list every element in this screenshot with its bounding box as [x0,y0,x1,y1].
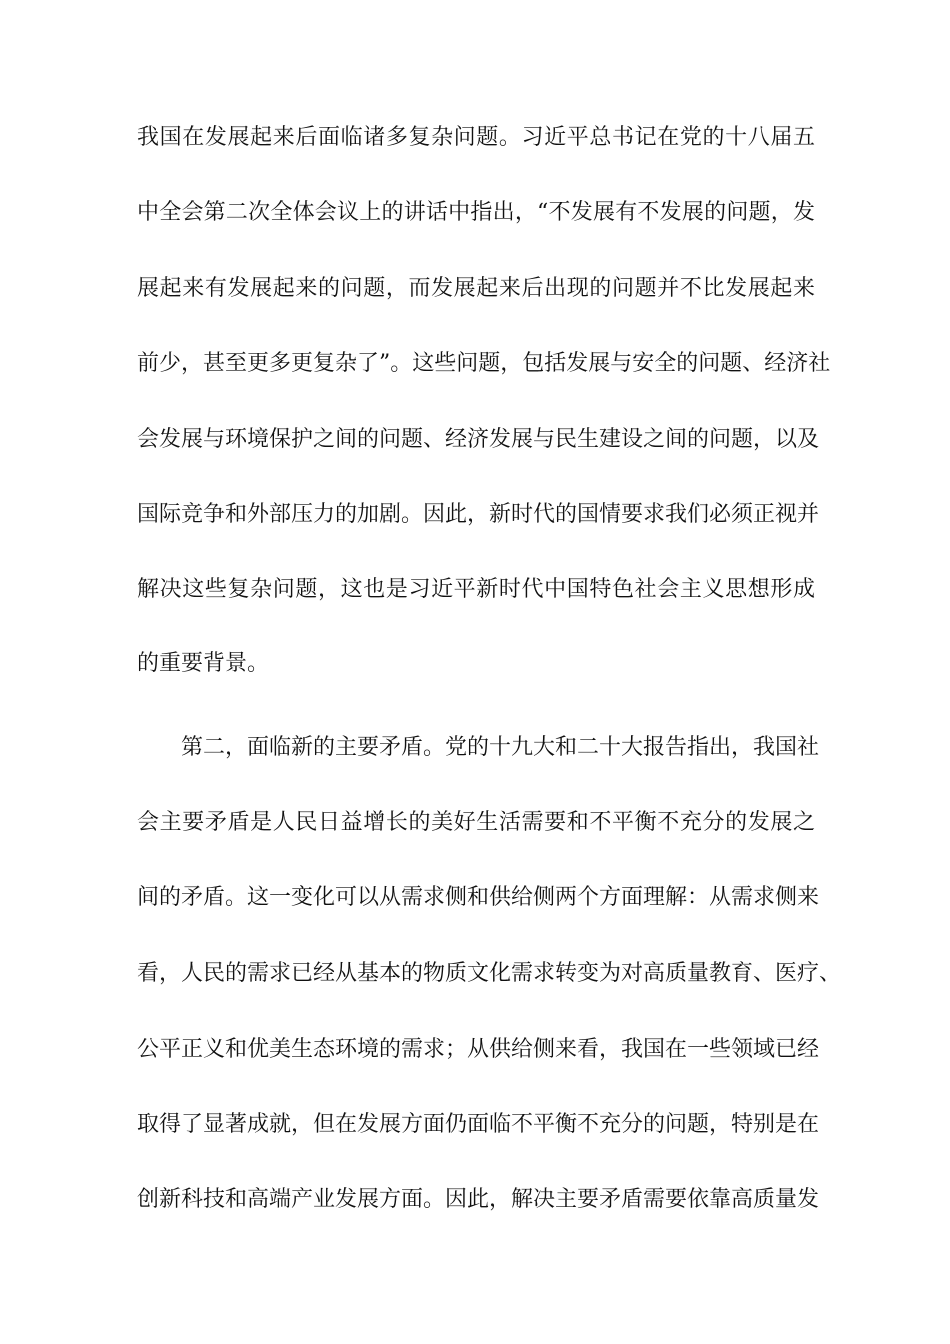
text-line: 的重要背景。 [137,651,270,676]
text-line: 前少，甚至更多更复杂了”。这些问题，包括发展与安全的问题、经济社 [137,351,831,376]
text-line: 国际竞争和外部压力的加剧。因此，新时代的国情要求我们必须正视并 [137,502,820,527]
text-line: 会发展与环境保护之间的问题、经济发展与民生建设之间的问题，以及 [137,427,820,452]
text-line: 展起来有发展起来的问题，而发展起来后出现的问题并不比发展起来 [137,276,815,301]
text-line: 间的矛盾。这一变化可以从需求侧和供给侧两个方面理解：从需求侧来 [137,885,820,910]
text-line: 公平正义和优美生态环境的需求；从供给侧来看，我国在一些领域已经 [137,1037,820,1062]
text-line: 第二，面临新的主要矛盾。党的十九大和二十大报告指出，我国社 [181,735,820,760]
text-line: 我国在发展起来后面临诸多复杂问题。习近平总书记在党的十八届五 [137,125,815,150]
text-line: 会主要矛盾是人民日益增长的美好生活需要和不平衡不充分的发展之 [137,810,815,835]
text-line: 中全会第二次全体会议上的讲话中指出，“不发展有不发展的问题，发 [137,200,815,225]
text-line: 解决这些复杂问题，这也是习近平新时代中国特色社会主义思想形成 [137,577,815,602]
text-line: 取得了显著成就，但在发展方面仍面临不平衡不充分的问题，特别是在 [137,1112,820,1137]
text-line: 创新科技和高端产业发展方面。因此，解决主要矛盾需要依靠高质量发 [137,1187,820,1212]
text-line: 看，人民的需求已经从基本的物质文化需求转变为对高质量教育、医疗、 [137,961,842,986]
